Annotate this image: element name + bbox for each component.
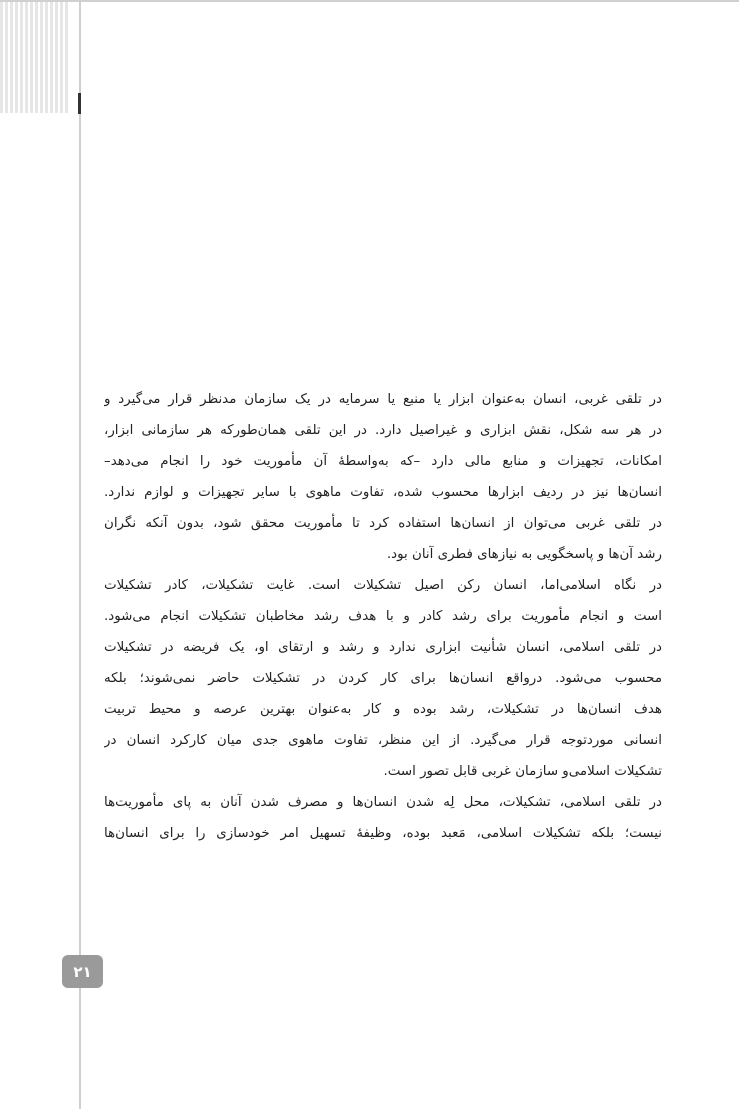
page-top-border: [0, 0, 739, 2]
page-spine-line: [79, 0, 81, 1109]
page-number: ۲۱: [73, 962, 92, 981]
spine-marker: [78, 93, 81, 114]
text-line: محسوب می‌شود. درواقع انسان‌ها برای کار کردن در تشکیلات حاضر نمی‌شوند؛ بلکه: [104, 671, 662, 686]
text-line: در تلقی غربی، انسان به‌عنوان ابزار یا منبع یا سرمایه در یک سازمان مدنظر قرار می‌گیرد و: [104, 392, 662, 407]
body-text: [104, 384, 662, 849]
page-number-badge: [62, 955, 103, 988]
text-line: انسان‌ها نیز در ردیف ابزارها محسوب شده، تفاوت ماهوی با سایر تجهیزات و لوازم ندارد.: [104, 485, 662, 500]
text-line: انسانی موردتوجه قرار می‌گیرد. از این منظر، تفاوت ماهوی جدی میان کارکرد انسان در: [104, 733, 662, 748]
text-line: در تلقی غربی می‌توان از انسان‌ها استفاده کرد تا مأموریت محقق شود، بدون آنکه نگران: [104, 516, 662, 531]
text-line: نیست؛ بلکه تشکیلات اسلامی، مَعبد بوده، وظیفهٔ تسهیل امر خودسازی را برای انسان‌ها: [104, 826, 662, 841]
text-line: هدف انسان‌ها در تشکیلات، رشد بوده و کار به‌عنوان بهترین عرصه و محیط تربیت: [104, 702, 662, 717]
text-line: در تلقی اسلامی، انسان شأنیت ابزاری ندارد و رشد و ارتقای او، یک فریضه در تشکیلات: [104, 640, 662, 655]
text-line: تشکیلات اسلامی‌و سازمان غربی قابل تصور است.: [383, 764, 662, 779]
decorative-stripes: [0, 2, 69, 113]
text-line: در نگاه اسلامی‌اما، انسان رکن اصیل تشکیلات است. غایت تشکیلات، کادر تشکیلات: [104, 578, 662, 593]
text-line: رشد آن‌ها و پاسخگویی به نیازهای فطری آنان بود.: [386, 547, 662, 562]
text-line: در تلقی اسلامی، تشکیلات، محل لِه شدن انسان‌ها و مصرف شدن آنان به پای مأموریت‌ها: [104, 795, 662, 810]
text-line: است و انجام مأموریت برای رشد کادر و با هدف رشد مخاطبان تشکیلات انجام می‌شود.: [104, 609, 662, 624]
text-line: امکانات، تجهیزات و منابع مالی دارد –که به‌واسطهٔ آن مأموریت خود را انجام می‌دهد–: [104, 454, 662, 469]
text-line: در هر سه شکل، نقش ابزاری و غیراصیل دارد. در این تلقی همان‌طورکه هر سازمانی ابزار،: [104, 423, 662, 438]
